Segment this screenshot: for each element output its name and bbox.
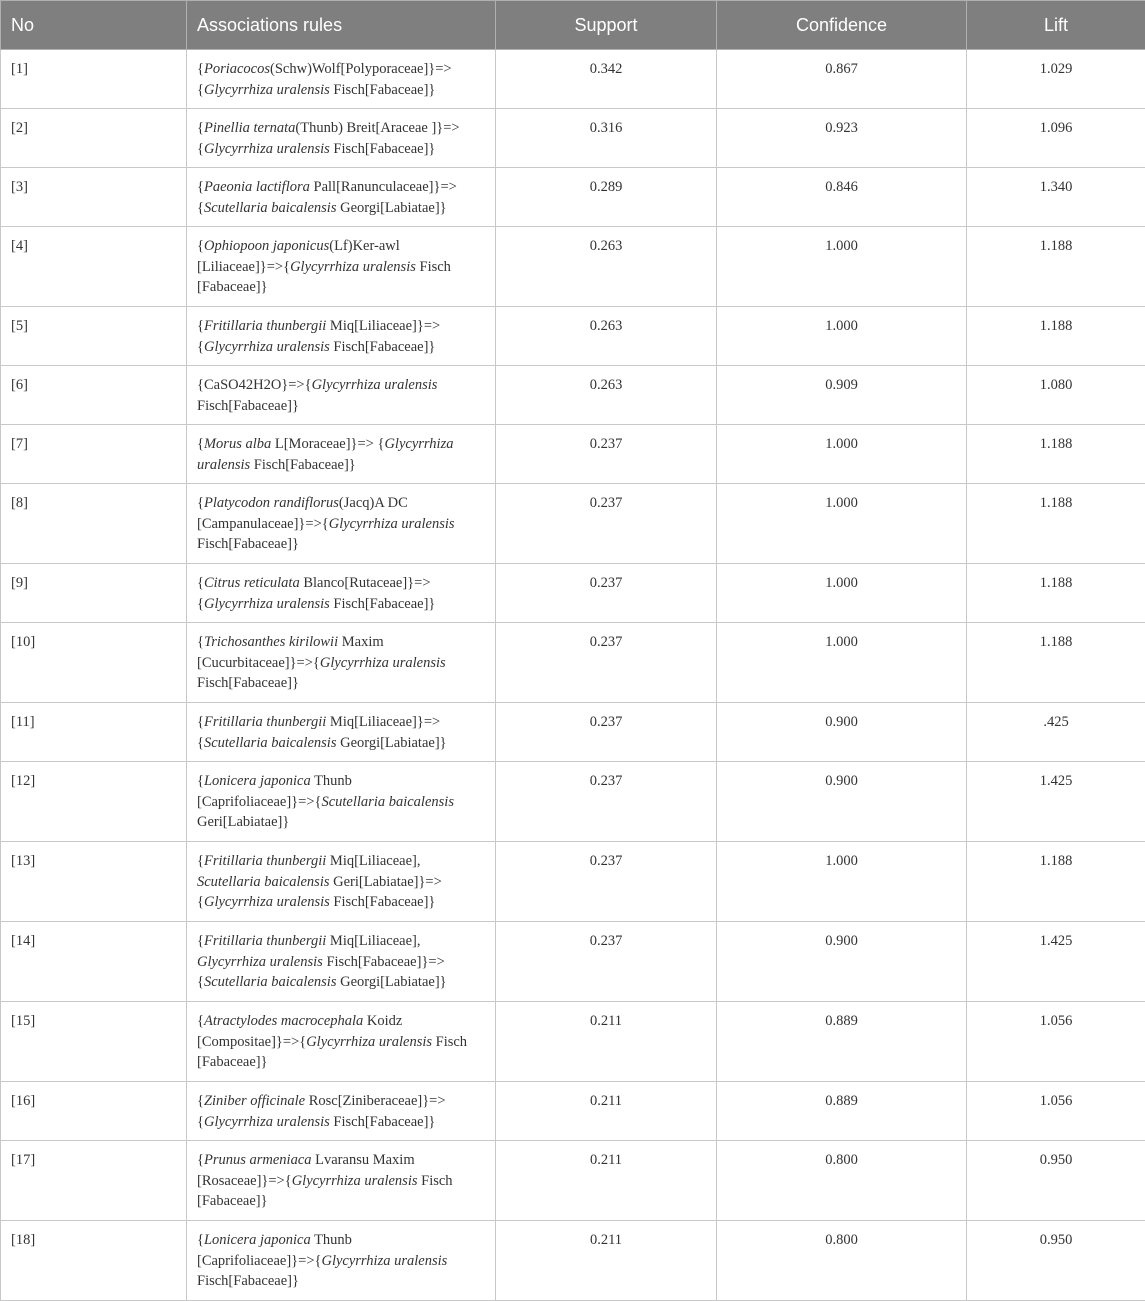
support-value: 0.211 [496, 1141, 717, 1221]
rule-text: Lvaransu Maxim [312, 1152, 415, 1168]
header-association-rules: Associations rules [187, 1, 496, 50]
species-name: Glycyrrhiza uralensis [320, 655, 446, 671]
association-rule [187, 425, 496, 484]
support-value: 0.237 [496, 842, 717, 922]
rule-text: Fisch[Fabaceae]} [330, 339, 436, 355]
support-value: 0.211 [496, 1082, 717, 1141]
support-value: 0.237 [496, 425, 717, 484]
lift-value: .425 [967, 703, 1145, 762]
species-name: Paeonia lactiflora [204, 179, 310, 195]
association-rule [187, 762, 496, 842]
association-rule [187, 109, 496, 168]
table-row [1, 1002, 1145, 1082]
rule-text: Geri[Labiatae]} [197, 814, 289, 830]
rule-text: Fisch[Fabaceae]} [250, 457, 356, 473]
row-number: [17] [1, 1141, 187, 1221]
association-rule [187, 842, 496, 922]
confidence-value: 0.889 [717, 1082, 967, 1141]
association-rule [187, 307, 496, 366]
rule-text: Thunb [311, 773, 352, 789]
support-value: 0.237 [496, 564, 717, 623]
species-name: uralensis [197, 457, 250, 473]
association-rule [187, 1141, 496, 1221]
association-rule [187, 227, 496, 307]
species-name: Glycyrrhiza uralensis [329, 516, 455, 532]
row-number: [10] [1, 623, 187, 703]
association-rule [187, 366, 496, 425]
rule-text: Blanco[Rutaceae]}=> [300, 575, 431, 591]
rule-text: Pall[Ranunculaceae]}=> [310, 179, 457, 195]
support-value: 0.263 [496, 366, 717, 425]
species-name: Prunus armeniaca [204, 1152, 312, 1168]
species-name: Poriacocos [204, 61, 270, 77]
confidence-value: 0.800 [717, 1141, 967, 1221]
table-row [1, 1221, 1145, 1301]
rule-text: { [197, 495, 204, 511]
species-name: Glycyrrhiza uralensis [204, 141, 330, 157]
species-name: Glycyrrhiza uralensis [204, 596, 330, 612]
species-name: Glycyrrhiza uralensis [204, 894, 330, 910]
rule-text: { [197, 141, 204, 157]
association-rule [187, 1002, 496, 1082]
species-name: Scutellaria baicalensis [204, 735, 337, 751]
row-number: [8] [1, 484, 187, 564]
rule-text: { [197, 1152, 204, 1168]
header-support: Support [496, 1, 717, 50]
table-row [1, 109, 1145, 168]
header-lift: Lift [967, 1, 1145, 50]
row-number: [16] [1, 1082, 187, 1141]
rule-text: [Fabaceae]} [197, 1193, 268, 1209]
rule-text: Maxim [338, 634, 384, 650]
table-row [1, 307, 1145, 366]
lift-value: 1.080 [967, 366, 1145, 425]
species-name: Glycyrrhiza uralensis [321, 1253, 447, 1269]
row-number: [4] [1, 227, 187, 307]
species-name: Ophiopoon japonicus [204, 238, 329, 254]
species-name: Fritillaria thunbergii [204, 714, 326, 730]
confidence-value: 1.000 [717, 425, 967, 484]
rule-text: [Liliaceae]}=>{ [197, 259, 290, 275]
rule-text: Fisch [416, 259, 451, 275]
rule-text: Georgi[Labiatae]} [336, 974, 446, 990]
row-number: [5] [1, 307, 187, 366]
rule-text: Fisch [432, 1034, 467, 1050]
species-name: Fritillaria thunbergii [204, 318, 326, 334]
confidence-value: 1.000 [717, 623, 967, 703]
rule-text: { [197, 82, 204, 98]
confidence-value: 0.846 [717, 168, 967, 227]
rule-text: [Rosaceae]}=>{ [197, 1173, 292, 1189]
table-row [1, 50, 1145, 109]
table-row [1, 922, 1145, 1002]
header-no: No [1, 1, 187, 50]
confidence-value: 1.000 [717, 307, 967, 366]
table-row [1, 168, 1145, 227]
rule-text: { [197, 179, 204, 195]
rule-text: { [197, 238, 204, 254]
confidence-value: 0.800 [717, 1221, 967, 1301]
support-value: 0.289 [496, 168, 717, 227]
table-row [1, 762, 1145, 842]
rule-text: [Fabaceae]} [197, 1054, 268, 1070]
row-number: [14] [1, 922, 187, 1002]
species-name: Scutellaria baicalensis [321, 794, 454, 810]
rule-text: Fisch[Fabaceae]} [330, 894, 436, 910]
rule-text: { [197, 200, 204, 216]
lift-value: 1.188 [967, 564, 1145, 623]
rule-text: { [197, 974, 204, 990]
confidence-value: 0.900 [717, 703, 967, 762]
rule-text: [Campanulaceae]}=>{ [197, 516, 329, 532]
rule-text: Fisch[Fabaceae]} [330, 141, 436, 157]
rule-text: [Caprifoliaceae]}=>{ [197, 1253, 321, 1269]
lift-value: 1.425 [967, 762, 1145, 842]
table-row [1, 425, 1145, 484]
species-name: Fritillaria thunbergii [204, 853, 326, 869]
rule-text: { [197, 933, 204, 949]
support-value: 0.237 [496, 703, 717, 762]
rule-text: [Fabaceae]} [197, 279, 268, 295]
lift-value: 1.056 [967, 1082, 1145, 1141]
species-name: Glycyrrhiza [384, 436, 453, 452]
rule-text: { [197, 634, 204, 650]
rule-text: Fisch[Fabaceae]} [330, 596, 436, 612]
confidence-value: 0.923 [717, 109, 967, 168]
row-number: [11] [1, 703, 187, 762]
table-row [1, 1141, 1145, 1221]
lift-value: 1.056 [967, 1002, 1145, 1082]
confidence-value: 0.867 [717, 50, 967, 109]
lift-value: 1.188 [967, 425, 1145, 484]
rule-text: [Compositae]}=>{ [197, 1034, 306, 1050]
row-number: [2] [1, 109, 187, 168]
rule-text: { [197, 773, 204, 789]
header-confidence: Confidence [717, 1, 967, 50]
rule-text: { [197, 596, 204, 612]
species-name: Glycyrrhiza uralensis [312, 377, 438, 393]
rule-text: Fisch[Fabaceae]} [197, 1273, 299, 1289]
support-value: 0.211 [496, 1221, 717, 1301]
lift-value: 1.188 [967, 484, 1145, 564]
row-number: [15] [1, 1002, 187, 1082]
rule-text: Fisch[Fabaceae]} [197, 398, 299, 414]
species-name: Glycyrrhiza uralensis [292, 1173, 418, 1189]
association-rule [187, 623, 496, 703]
species-name: Lonicera japonica [204, 1232, 311, 1248]
species-name: Glycyrrhiza uralensis [204, 339, 330, 355]
row-number: [1] [1, 50, 187, 109]
confidence-value: 1.000 [717, 227, 967, 307]
row-number: [13] [1, 842, 187, 922]
table-row [1, 1082, 1145, 1141]
species-name: Morus alba [204, 436, 271, 452]
rule-text: { [197, 894, 204, 910]
rule-text: { [197, 1232, 204, 1248]
support-value: 0.316 [496, 109, 717, 168]
rule-text: L[Moraceae]}=> { [271, 436, 384, 452]
lift-value: 1.096 [967, 109, 1145, 168]
species-name: Scutellaria baicalensis [197, 874, 330, 890]
confidence-value: 1.000 [717, 564, 967, 623]
table-row [1, 484, 1145, 564]
confidence-value: 0.900 [717, 762, 967, 842]
rule-text: Georgi[Labiatae]} [336, 735, 446, 751]
support-value: 0.237 [496, 484, 717, 564]
support-value: 0.263 [496, 307, 717, 366]
rule-text: { [197, 714, 204, 730]
lift-value: 1.029 [967, 50, 1145, 109]
rule-text: Fisch[Fabaceae]} [197, 675, 299, 691]
rule-text: Fisch [418, 1173, 453, 1189]
table-row [1, 366, 1145, 425]
confidence-value: 1.000 [717, 484, 967, 564]
rule-text: Georgi[Labiatae]} [336, 200, 446, 216]
lift-value: 1.188 [967, 307, 1145, 366]
table-row [1, 703, 1145, 762]
species-name: Glycyrrhiza uralensis [204, 82, 330, 98]
association-rule [187, 564, 496, 623]
rule-text: Miq[Liliaceae]}=> [326, 714, 440, 730]
lift-value: 1.188 [967, 623, 1145, 703]
association-rule [187, 484, 496, 564]
support-value: 0.211 [496, 1002, 717, 1082]
row-number: [6] [1, 366, 187, 425]
lift-value: 0.950 [967, 1221, 1145, 1301]
association-rule [187, 922, 496, 1002]
table-body [1, 50, 1145, 1301]
confidence-value: 0.889 [717, 1002, 967, 1082]
rule-text: Fisch[Fabaceae]}=> [323, 954, 445, 970]
rule-text: { [197, 339, 204, 355]
rule-text: { [197, 436, 204, 452]
association-rule [187, 168, 496, 227]
rule-text: Miq[Liliaceae], [326, 933, 420, 949]
species-name: Glycyrrhiza uralensis [197, 954, 323, 970]
species-name: Ziniber officinale [204, 1093, 305, 1109]
rule-text: Fisch[Fabaceae]} [330, 1114, 436, 1130]
rule-text: { [197, 1093, 204, 1109]
species-name: Atractylodes macrocephala [204, 1013, 363, 1029]
rule-text: Thunb [311, 1232, 352, 1248]
species-name: Lonicera japonica [204, 773, 311, 789]
species-name: Scutellaria baicalensis [204, 974, 337, 990]
table-row [1, 227, 1145, 307]
support-value: 0.237 [496, 922, 717, 1002]
row-number: [9] [1, 564, 187, 623]
confidence-value: 0.900 [717, 922, 967, 1002]
row-number: [7] [1, 425, 187, 484]
lift-value: 0.950 [967, 1141, 1145, 1221]
rule-text: [Cucurbitaceae]}=>{ [197, 655, 320, 671]
lift-value: 1.188 [967, 227, 1145, 307]
species-name: Pinellia ternata [204, 120, 295, 136]
species-name: Trichosanthes kirilowii [204, 634, 338, 650]
rule-text: Geri[Labiatae]}=> [330, 874, 442, 890]
rule-text: (Jacq)A DC [339, 495, 408, 511]
rule-text: Miq[Liliaceae], [326, 853, 420, 869]
lift-value: 1.340 [967, 168, 1145, 227]
table-row [1, 623, 1145, 703]
species-name: Glycyrrhiza uralensis [306, 1034, 432, 1050]
species-name: Platycodon randiflorus [204, 495, 339, 511]
row-number: [3] [1, 168, 187, 227]
lift-value: 1.188 [967, 842, 1145, 922]
table-row [1, 564, 1145, 623]
association-rule [187, 703, 496, 762]
support-value: 0.342 [496, 50, 717, 109]
rule-text: { [197, 1114, 204, 1130]
confidence-value: 1.000 [717, 842, 967, 922]
rule-text: (Thunb) Breit[Araceae ]}=> [295, 120, 459, 136]
rule-text: (Lf)Ker-awl [329, 238, 400, 254]
confidence-value: 0.909 [717, 366, 967, 425]
rule-text: { [197, 1013, 204, 1029]
lift-value: 1.425 [967, 922, 1145, 1002]
rule-text: { [197, 318, 204, 334]
rule-text: { [197, 120, 204, 136]
row-number: [18] [1, 1221, 187, 1301]
support-value: 0.237 [496, 623, 717, 703]
table-header-row [1, 1, 1145, 50]
row-number: [12] [1, 762, 187, 842]
rule-text: { [197, 735, 204, 751]
association-rule [187, 1221, 496, 1301]
table-row [1, 842, 1145, 922]
rule-text: Koidz [363, 1013, 402, 1029]
rule-text: { [197, 61, 204, 77]
rule-text: Fisch[Fabaceae]} [197, 536, 299, 552]
rule-text: Miq[Liliaceae]}=> [326, 318, 440, 334]
support-value: 0.237 [496, 762, 717, 842]
rule-text: { [197, 575, 204, 591]
species-name: Glycyrrhiza uralensis [290, 259, 416, 275]
species-name: Citrus reticulata [204, 575, 300, 591]
association-rule [187, 1082, 496, 1141]
rule-text: Fisch[Fabaceae]} [330, 82, 436, 98]
association-rule [187, 50, 496, 109]
rule-text: {CaSO42H2O}=>{ [197, 377, 312, 393]
rule-text: (Schw)Wolf[Polyporaceae]}=> [270, 61, 452, 77]
rule-text: { [197, 853, 204, 869]
species-name: Glycyrrhiza uralensis [204, 1114, 330, 1130]
rule-text: Rosc[Ziniberaceae]}=> [305, 1093, 445, 1109]
species-name: Fritillaria thunbergii [204, 933, 326, 949]
support-value: 0.263 [496, 227, 717, 307]
species-name: Scutellaria baicalensis [204, 200, 337, 216]
rule-text: [Caprifoliaceae]}=>{ [197, 794, 321, 810]
